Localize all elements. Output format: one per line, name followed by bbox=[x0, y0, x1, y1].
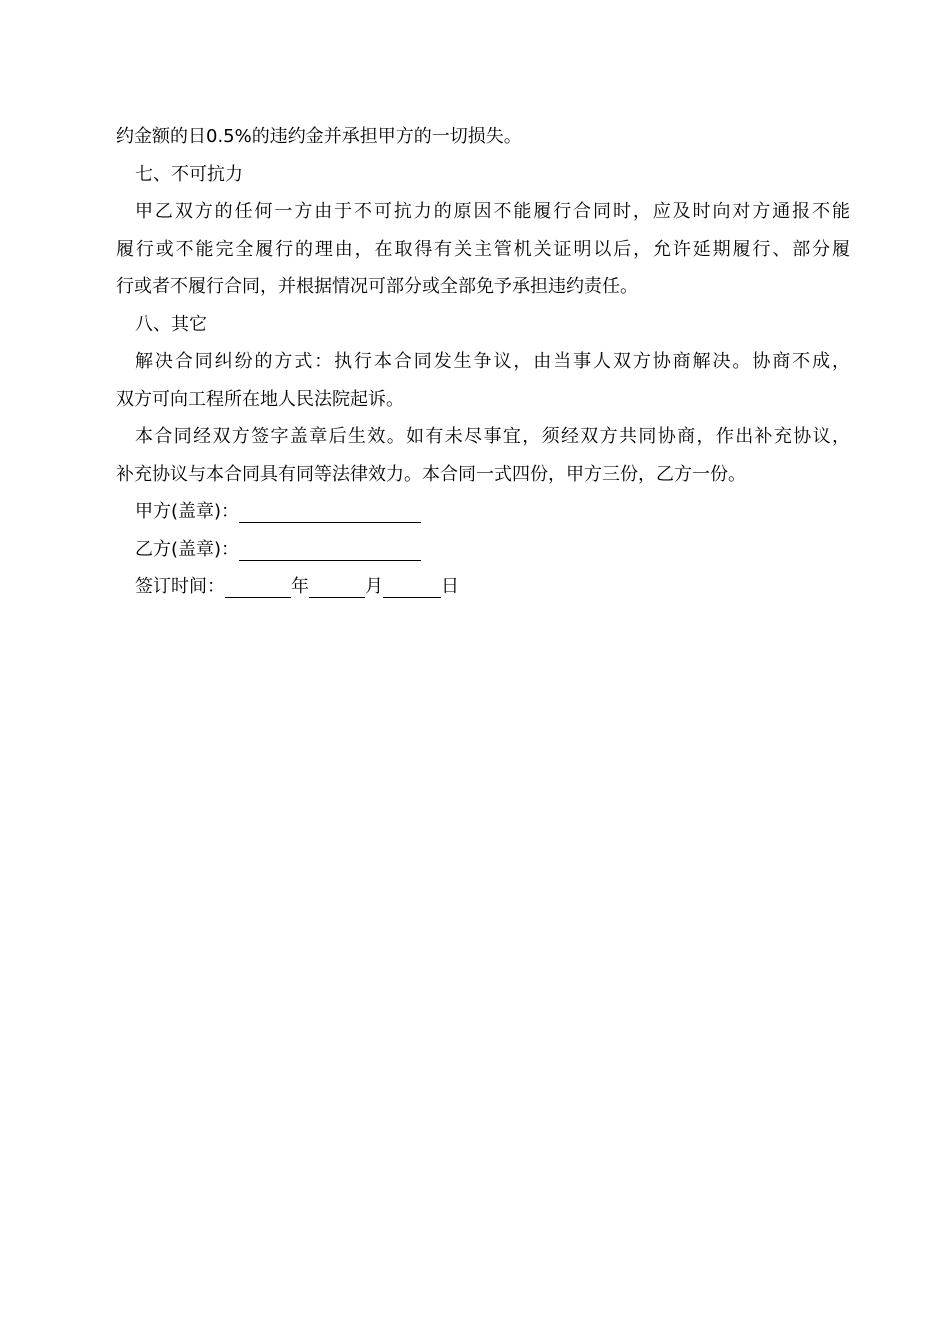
force-majeure-text-line-1: 甲乙双方的任何一方由于不可抗力的原因不能履行合同时，应及时向对方通报不能 bbox=[135, 201, 850, 222]
other-heading: 八、其它 bbox=[135, 313, 207, 335]
month-label: 月 bbox=[365, 576, 383, 597]
dispute-text-line-2: 双方可向工程所在地人民法院起诉。 bbox=[116, 388, 404, 410]
day-blank[interactable] bbox=[383, 575, 441, 598]
sign-date-label: 签订时间： bbox=[135, 576, 225, 597]
party-b-label: 乙方(盖章)： bbox=[135, 538, 240, 560]
contract-page bbox=[116, 118, 850, 606]
dispute-text-line-1: 解决合同纠纷的方式：执行本合同发生争议，由当事人双方协商解决。协商不成， bbox=[135, 351, 850, 372]
day-label: 日 bbox=[441, 576, 459, 597]
party-a-signature-row bbox=[116, 493, 850, 531]
year-blank[interactable] bbox=[225, 575, 291, 598]
party-b-signature-blank[interactable] bbox=[239, 538, 421, 561]
force-majeure-text-line-2: 履行或不能完全履行的理由，在取得有关主管机关证明以后，允许延期履行、部分履 bbox=[116, 238, 850, 260]
effectiveness-text-line-1: 本合同经双方签字盖章后生效。如有未尽事宜，须经双方共同协商，作出补充协议， bbox=[135, 426, 850, 447]
month-blank[interactable] bbox=[309, 575, 365, 598]
force-majeure-heading: 七、不可抗力 bbox=[135, 163, 243, 185]
party-a-signature-blank[interactable] bbox=[239, 500, 421, 523]
effectiveness-text-line-2: 补充协议与本合同具有同等法律效力。本合同一式四份，甲方三份，乙方一份。 bbox=[116, 463, 746, 485]
party-b-signature-row bbox=[116, 531, 850, 569]
party-a-label: 甲方(盖章)： bbox=[135, 501, 240, 522]
sign-date-row bbox=[116, 568, 850, 606]
penalty-clause-end: 约金额的日0.5%的违约金并承担甲方的一切损失。 bbox=[116, 126, 522, 147]
year-label: 年 bbox=[291, 576, 309, 597]
force-majeure-text-line-3: 行或者不履行合同，并根据情况可部分或全部免予承担违约责任。 bbox=[116, 276, 638, 297]
